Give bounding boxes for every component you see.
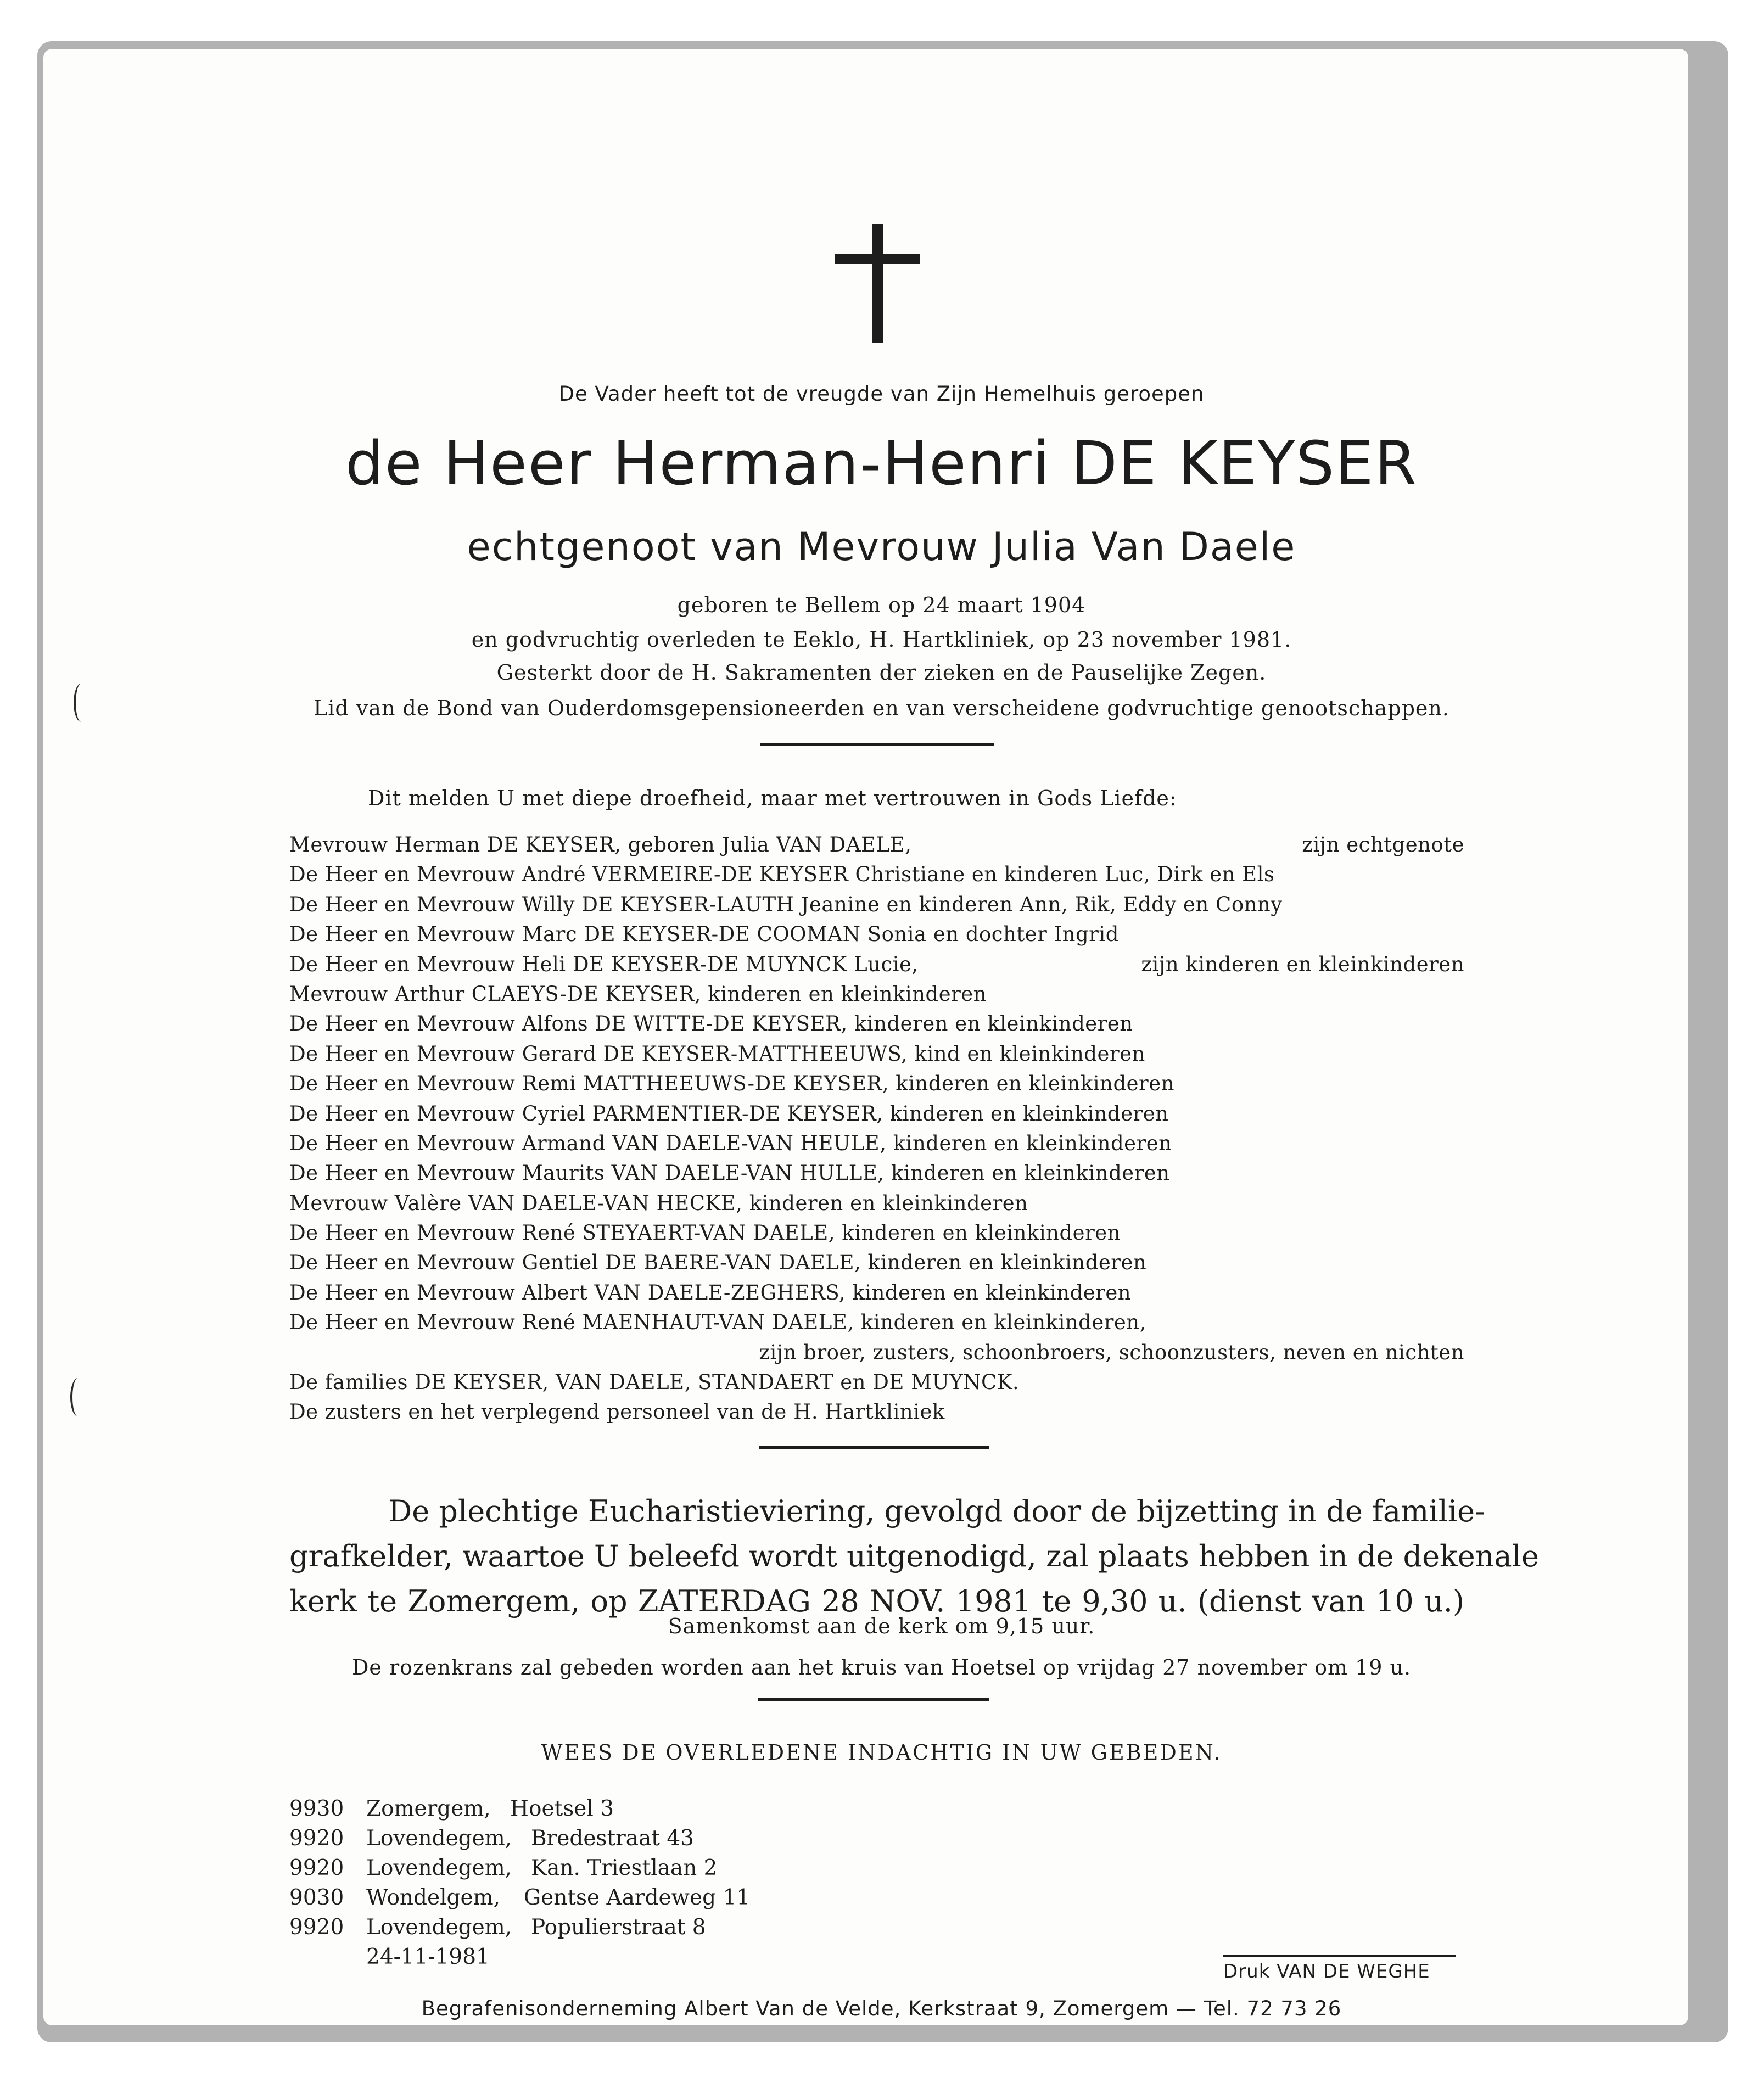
family-member: De families DE KEYSER, VAN DAELE, STANDAERT en DE MUYNCK.: [289, 1370, 1020, 1395]
service-text: [289, 1489, 1539, 1624]
sacraments-line: Gesterkt door de H. Sakramenten der zieken en de Pauselijke Zegen.: [496, 660, 1267, 685]
punch-hole-bottom: [70, 1378, 86, 1416]
list-item: [289, 1009, 1464, 1039]
intro-line: De Vader heeft tot de vreugde van Zijn Hemelhuis geroepen: [558, 382, 1205, 406]
family-member: De Heer en Mevrouw Heli DE KEYSER-DE MUYNCK Lucie,: [289, 952, 919, 976]
town: Lovendegem,: [366, 1856, 512, 1880]
list-item: [289, 1308, 1464, 1337]
family-member: De Heer en Mevrouw Willy DE KEYSER-LAUTH Jeanine en kinderen Ann, Rik, Eddy en Conny: [289, 892, 1283, 916]
divider: [758, 1698, 989, 1701]
service-line: grafkelder, waartoe U beleefd wordt uitgenodigd, zal plaats hebben in de dekenale: [289, 1539, 1539, 1573]
town: Lovendegem,: [366, 1826, 512, 1851]
cross-icon: [872, 224, 883, 343]
postcode: 9930: [289, 1796, 344, 1821]
gathering-line: Samenkomst aan de kerk om 9,15 uur.: [668, 1614, 1095, 1638]
street: Populierstraat 8: [531, 1915, 706, 1940]
list-item: [289, 830, 1464, 860]
family-member: De Heer en Mevrouw Armand VAN DAELE-VAN HEULE, kinderen en kleinkinderen: [289, 1131, 1172, 1155]
announcement: Dit melden U met diepe droefheid, maar met vertrouwen in Gods Liefde:: [368, 786, 1177, 810]
list-item: [289, 1189, 1464, 1218]
list-item: [289, 1069, 1464, 1099]
deceased-name: de Heer Herman-Henri DE KEYSER: [345, 428, 1418, 499]
family-member: De Heer en Mevrouw Alfons DE WITTE-DE KEYSER, kinderen en kleinkinderen: [289, 1012, 1133, 1036]
list-item: [289, 1368, 1464, 1397]
printer-credit: Druk VAN DE WEGHE: [1223, 1955, 1456, 1983]
list-item: [289, 1099, 1464, 1129]
family-member: De zusters en het verplegend personeel van de H. Hartkliniek: [289, 1400, 945, 1424]
street: Hoetsel 3: [510, 1796, 614, 1821]
membership-line: Lid van de Bond van Ouderdomsgepensioneerden en van verscheidene godvruchtige genootschappen.: [314, 696, 1449, 720]
family-member: De Heer en Mevrouw Marc DE KEYSER-DE COOMAN Sonia en dochter Ingrid: [289, 922, 1119, 947]
birth-line: geboren te Bellem op 24 maart 1904: [677, 593, 1086, 617]
list-item: [289, 1039, 1464, 1069]
list-item: [289, 1397, 1464, 1427]
street: Kan. Triestlaan 2: [531, 1856, 718, 1880]
family-member: De Heer en Mevrouw Gentiel DE BAERE-VAN DAELE, kinderen en kleinkinderen: [289, 1251, 1147, 1275]
cross-icon-bar: [835, 254, 920, 264]
family-member: Mevrouw Valère VAN DAELE-VAN HECKE, kinderen en kleinkinderen: [289, 1191, 1028, 1215]
street: Gentse Aardeweg 11: [524, 1885, 751, 1910]
undertaker-footer: Begrafenisonderneming Albert Van de Velde, Kerkstraat 9, Zomergem — Tel. 72 73 26: [421, 1997, 1342, 2020]
town: Wondelgem,: [366, 1885, 500, 1910]
family-member: De Heer en Mevrouw Cyriel PARMENTIER-DE KEYSER, kinderen en kleinkinderen: [289, 1101, 1169, 1125]
family-member: Mevrouw Herman DE KEYSER, geboren Julia VAN DAELE,: [289, 833, 912, 856]
postcode: 9920: [289, 1856, 344, 1880]
list-item: [289, 1129, 1464, 1158]
postcode: 9030: [289, 1885, 344, 1910]
relation: zijn echtgenote: [1302, 833, 1464, 856]
list-item: [289, 920, 1464, 949]
town: Zomergem,: [366, 1796, 491, 1821]
service-line: De plechtige Eucharistieviering, gevolgd door de bijzetting in de familie-: [388, 1494, 1485, 1528]
list-item: [289, 1338, 1464, 1368]
death-line: en godvruchtig overleden te Eeklo, H. Hartkliniek, op 23 november 1981.: [471, 628, 1292, 652]
remember-line: WEES DE OVERLEDENE INDACHTIG IN UW GEBEDEN.: [541, 1740, 1222, 1765]
list-item: [289, 1248, 1464, 1278]
divider: [760, 743, 994, 746]
family-member: De Heer en Mevrouw René STEYAERT-VAN DAELE, kinderen en kleinkinderen: [289, 1221, 1121, 1245]
spouse-line: echtgenoot van Mevrouw Julia Van Daele: [467, 524, 1296, 569]
postcode: 9920: [289, 1915, 344, 1940]
list-item: [289, 1278, 1464, 1308]
list-item: [289, 979, 1464, 1009]
rosary-line: De rozenkrans zal gebeden worden aan het kruis van Hoetsel op vrijdag 27 november om 19 u.: [351, 1655, 1412, 1679]
divider: [759, 1446, 989, 1449]
town: Lovendegem,: [366, 1915, 512, 1940]
service-line: kerk te Zomergem, op ZATERDAG 28 NOV. 1981 te 9,30 u. (dienst van 10 u.): [289, 1584, 1464, 1619]
family-member: De Heer en Mevrouw Albert VAN DAELE-ZEGHERS, kinderen en kleinkinderen: [289, 1280, 1132, 1304]
street: Bredestraat 43: [531, 1826, 694, 1851]
family-member: Mevrouw Arthur CLAEYS-DE KEYSER, kinderen en kleinkinderen: [289, 982, 987, 1006]
list-item: [289, 950, 1464, 979]
family-list: [289, 830, 1464, 1427]
relation: zijn broer, zusters, schoonbroers, schoonzusters, neven en nichten: [759, 1340, 1464, 1364]
family-member: De Heer en Mevrouw André VERMEIRE-DE KEYSER Christiane en kinderen Luc, Dirk en Els: [289, 863, 1275, 887]
family-member: De Heer en Mevrouw René MAENHAUT-VAN DAELE, kinderen en kleinkinderen,: [289, 1311, 1146, 1335]
list-item: [289, 1218, 1464, 1248]
list-item: [289, 890, 1464, 920]
date: 24-11-1981: [366, 1945, 490, 1969]
list-item: [289, 860, 1464, 889]
family-member: De Heer en Mevrouw Gerard DE KEYSER-MATTHEEUWS, kind en kleinkinderen: [289, 1041, 1145, 1066]
relation: zijn kinderen en kleinkinderen: [1141, 952, 1464, 976]
list-item: [289, 1158, 1464, 1188]
family-member: De Heer en Mevrouw Remi MATTHEEUWS-DE KEYSER, kinderen en kleinkinderen: [289, 1072, 1174, 1096]
postcode: 9920: [289, 1826, 344, 1851]
family-member: De Heer en Mevrouw Maurits VAN DAELE-VAN HULLE, kinderen en kleinkinderen: [289, 1161, 1170, 1185]
